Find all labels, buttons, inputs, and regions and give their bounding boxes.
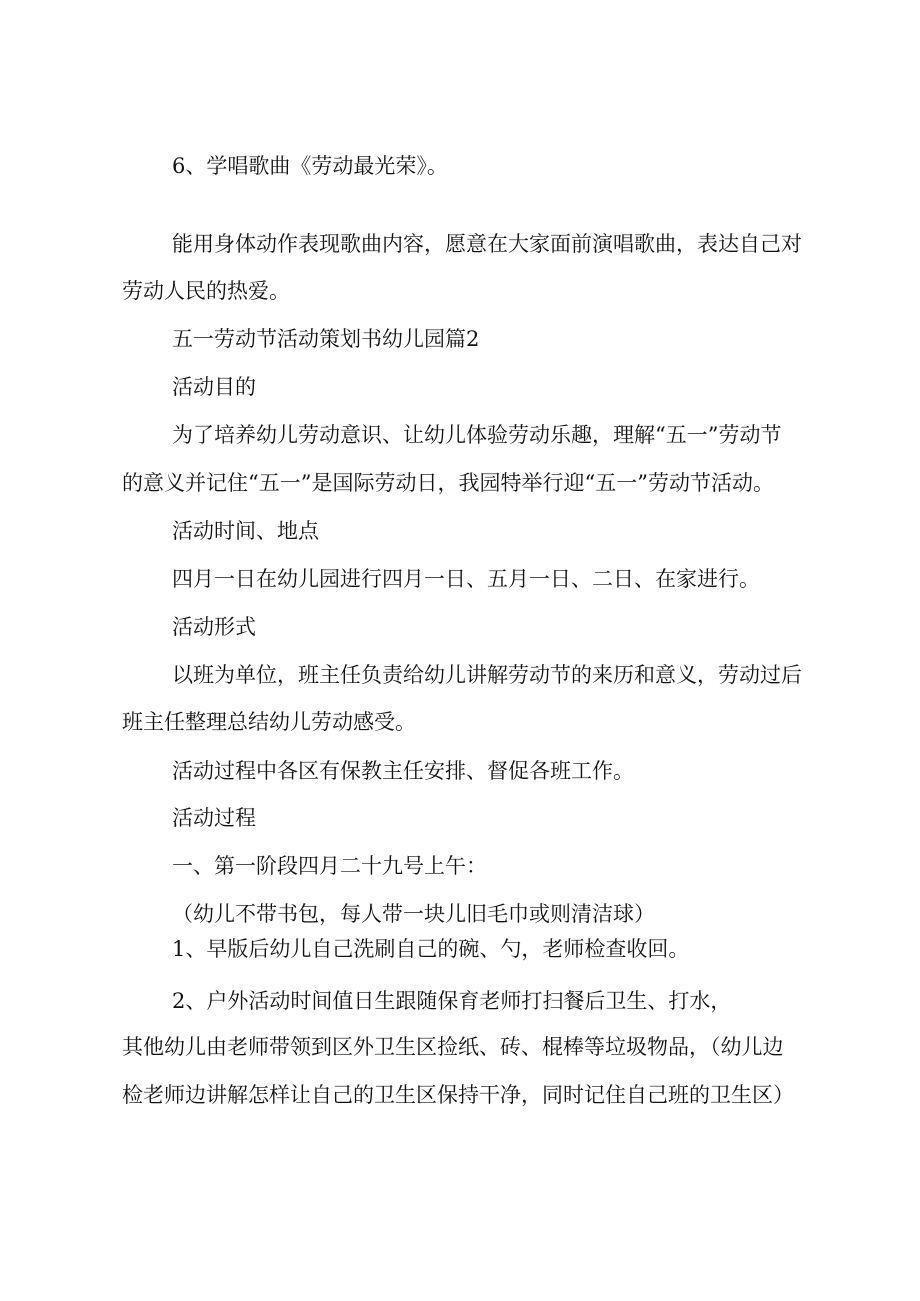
section-heading: 活动过程 xyxy=(172,806,256,830)
section-heading: 活动目的 xyxy=(172,375,256,399)
section-heading: 活动时间、地点 xyxy=(172,519,319,543)
paragraph-line: 的意义并记住“五一”是国际劳动日，我园特举行迎“五一”劳动节活动。 xyxy=(122,471,774,495)
paragraph-line: （幼儿不带书包，每人带一块儿旧毛巾或则清洁球） xyxy=(172,902,655,926)
paragraph-line: 劳动人民的热爱。 xyxy=(122,279,290,303)
paragraph-line: 检老师边讲解怎样让自己的卫生区保持干净，同时记住自己班的卫生区） xyxy=(122,1083,794,1107)
section-title: 五一劳动节活动策划书幼儿园篇2 xyxy=(172,327,480,351)
paragraph-line: 一、第一阶段四月二十九号上午： xyxy=(172,854,487,878)
paragraph-line: 班主任整理总结幼儿劳动感受。 xyxy=(122,710,416,734)
paragraph-line: 以班为单位，班主任负责给幼儿讲解劳动节的来历和意义，劳动过后 xyxy=(172,663,802,687)
paragraph-line: 四月一日在幼儿园进行四月一日、五月一日、二日、在家进行。 xyxy=(172,567,760,591)
paragraph-line: 6、学唱歌曲《劳动最光荣》。 xyxy=(172,154,448,178)
paragraph-line: 其他幼儿由老师带领到区外卫生区捡纸、砖、棍棒等垃圾物品，（幼儿边 xyxy=(122,1035,784,1059)
paragraph-line: 为了培养幼儿劳动意识、让幼儿体验劳动乐趣，理解“五一”劳动节 xyxy=(172,423,782,447)
paragraph-line: 2、户外活动时间值日生跟随保育老师打扫餐后卫生、打水， xyxy=(172,989,732,1013)
paragraph-line: 能用身体动作表现歌曲内容，愿意在大家面前演唱歌曲，表达自己对 xyxy=(172,232,802,256)
section-heading: 活动形式 xyxy=(172,615,256,639)
paragraph-line: 活动过程中各区有保教主任安排、督促各班工作。 xyxy=(172,759,634,783)
paragraph-line: 1、早版后幼儿自己洗刷自己的碗、勺，老师检查收回。 xyxy=(172,937,690,961)
